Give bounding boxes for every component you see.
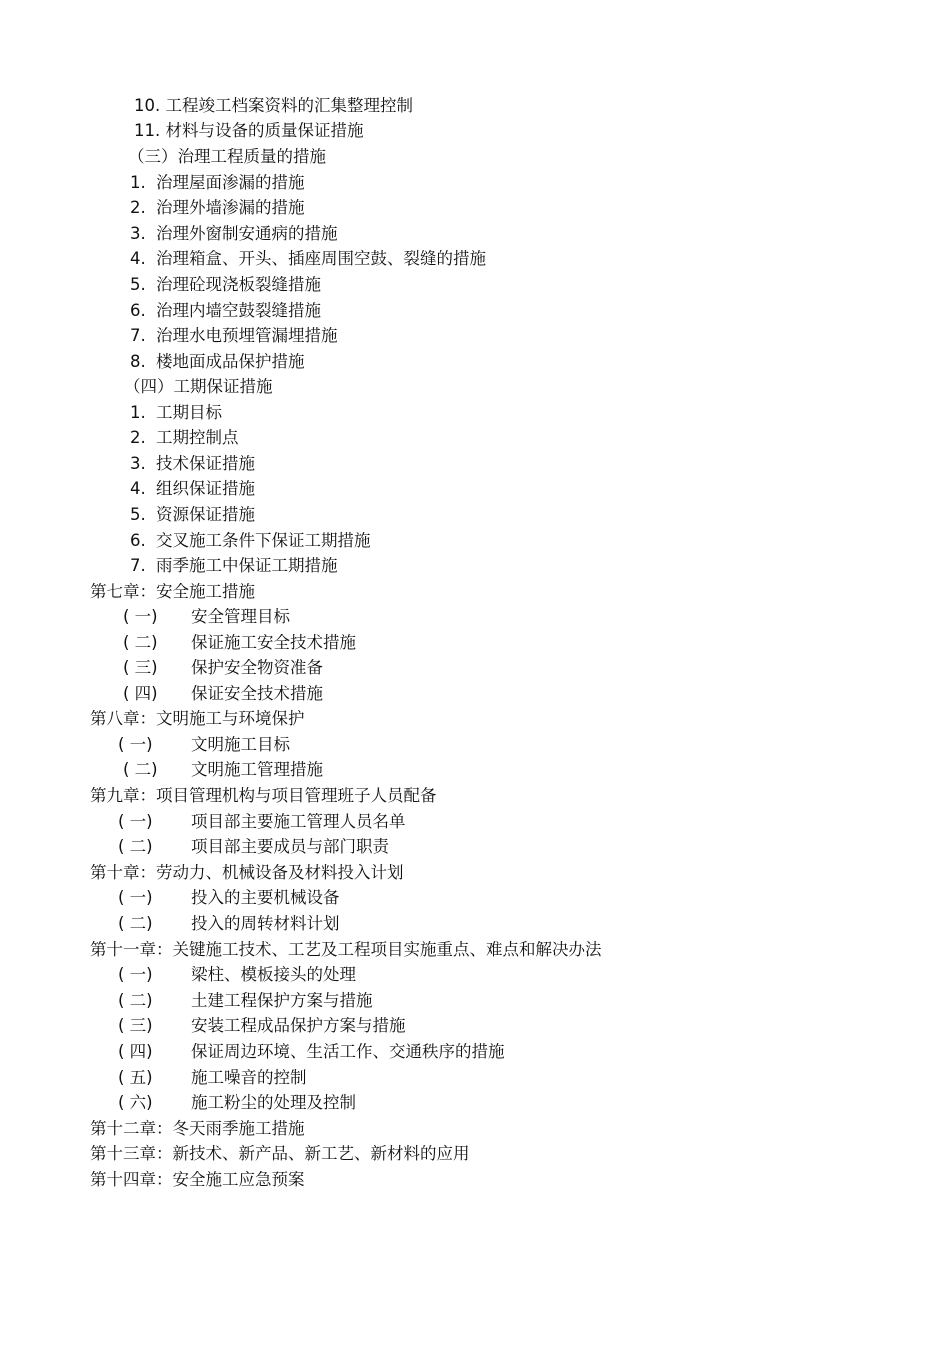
toc-item <box>130 275 321 295</box>
item-text: 工期控制点 <box>156 428 239 447</box>
item-number: 1. <box>130 173 146 192</box>
item-number: 5. <box>130 275 146 294</box>
item-text: 楼地面成品保护措施 <box>156 352 305 371</box>
item-number: 4. <box>130 249 146 268</box>
item-number: 11. <box>134 121 161 140</box>
toc-item <box>130 531 371 551</box>
toc-subsection <box>123 658 323 678</box>
subsection-number: ( 二) <box>123 760 158 779</box>
item-text: 治理箱盒、开头、插座周围空鼓、裂缝的措施 <box>156 249 486 268</box>
toc-item <box>130 428 239 448</box>
subsection-number: ( 二) <box>118 837 153 856</box>
toc-subsection <box>118 991 373 1011</box>
subsection-text: 梁柱、模板接头的处理 <box>191 965 356 984</box>
chapter-heading: 第十四章：安全施工应急预案 <box>90 1170 305 1189</box>
toc-item <box>130 301 321 321</box>
subsection-text: 保证施工安全技术措施 <box>191 633 356 652</box>
toc-subsection <box>118 914 340 934</box>
toc-subsection <box>118 965 356 985</box>
subsection-number: ( 二) <box>118 914 153 933</box>
item-number: 7. <box>130 326 146 345</box>
subsection-number: ( 四) <box>118 1042 153 1061</box>
item-number: 3. <box>130 224 146 243</box>
toc-subsection <box>123 760 323 780</box>
subsection-number: ( 四) <box>123 684 158 703</box>
chapter-heading: 第九章：项目管理机构与项目管理班子人员配备 <box>90 786 437 805</box>
subsection-number: ( 五) <box>118 1068 153 1087</box>
toc-subsection <box>118 837 389 857</box>
subsection-text: 施工噪音的控制 <box>191 1068 307 1087</box>
item-text: 交叉施工条件下保证工期措施 <box>156 531 371 550</box>
toc-subsection <box>118 812 406 832</box>
toc-item <box>130 224 338 244</box>
item-number: 6. <box>130 301 146 320</box>
subsection-text: 保证周边环境、生活工作、交通秩序的措施 <box>191 1042 505 1061</box>
subsection-number: ( 一) <box>118 965 153 984</box>
item-text: 治理外窗制安通病的措施 <box>156 224 338 243</box>
toc-item <box>130 326 338 346</box>
item-text: 工期目标 <box>156 403 222 422</box>
toc-item <box>130 505 255 525</box>
toc-item <box>134 121 364 141</box>
section-heading: （四）工期保证措施 <box>124 377 273 396</box>
item-number: 3. <box>130 454 146 473</box>
toc-subsection <box>123 684 323 704</box>
item-text: 治理外墙渗漏的措施 <box>156 198 305 217</box>
subsection-text: 保护安全物资准备 <box>191 658 323 677</box>
item-text: 组织保证措施 <box>156 479 255 498</box>
subsection-text: 土建工程保护方案与措施 <box>191 991 373 1010</box>
subsection-number: ( 二) <box>123 633 158 652</box>
toc-item <box>130 249 486 269</box>
toc-item <box>130 403 222 423</box>
toc-item <box>130 173 305 193</box>
subsection-text: 文明施工管理措施 <box>191 760 323 779</box>
subsection-text: 保证安全技术措施 <box>191 684 323 703</box>
item-text: 治理砼现浇板裂缝措施 <box>156 275 321 294</box>
subsection-text: 安全管理目标 <box>191 607 290 626</box>
item-text: 雨季施工中保证工期措施 <box>156 556 338 575</box>
section-heading: （三）治理工程质量的措施 <box>128 147 326 166</box>
item-text: 治理水电预埋管漏埋措施 <box>156 326 338 345</box>
subsection-text: 安装工程成品保护方案与措施 <box>191 1016 406 1035</box>
item-text: 治理屋面渗漏的措施 <box>156 173 305 192</box>
toc-subsection <box>118 888 340 908</box>
subsection-number: ( 六) <box>118 1093 153 1112</box>
item-number: 10. <box>134 96 161 115</box>
subsection-text: 项目部主要施工管理人员名单 <box>191 812 406 831</box>
subsection-text: 文明施工目标 <box>191 735 290 754</box>
item-text: 资源保证措施 <box>156 505 255 524</box>
item-number: 2. <box>130 428 146 447</box>
toc-subsection <box>118 1042 505 1062</box>
chapter-heading: 第七章：安全施工措施 <box>90 582 255 601</box>
subsection-text: 投入的主要机械设备 <box>191 888 340 907</box>
item-number: 4. <box>130 479 146 498</box>
item-number: 7. <box>130 556 146 575</box>
chapter-heading: 第十三章：新技术、新产品、新工艺、新材料的应用 <box>90 1144 470 1163</box>
subsection-number: ( 一) <box>118 888 153 907</box>
toc-subsection <box>118 1016 406 1036</box>
item-number: 5. <box>130 505 146 524</box>
toc-subsection <box>123 633 356 653</box>
chapter-heading: 第八章：文明施工与环境保护 <box>90 709 305 728</box>
toc-subsection <box>118 1093 356 1113</box>
toc-subsection <box>123 607 290 627</box>
subsection-number: ( 一) <box>118 735 153 754</box>
subsection-number: ( 三) <box>123 658 158 677</box>
item-text: 材料与设备的质量保证措施 <box>165 121 364 140</box>
toc-item <box>130 352 305 372</box>
toc-item <box>134 96 413 116</box>
item-number: 1. <box>130 403 146 422</box>
subsection-text: 施工粉尘的处理及控制 <box>191 1093 356 1112</box>
item-text: 治理内墙空鼓裂缝措施 <box>156 301 321 320</box>
subsection-text: 项目部主要成员与部门职责 <box>191 837 389 856</box>
item-number: 8. <box>130 352 146 371</box>
item-number: 6. <box>130 531 146 550</box>
toc-item <box>130 198 305 218</box>
item-text: 技术保证措施 <box>156 454 255 473</box>
chapter-heading: 第十一章：关键施工技术、工艺及工程项目实施重点、难点和解决办法 <box>90 940 602 959</box>
item-text: 工程竣工档案资料的汇集整理控制 <box>165 96 413 115</box>
subsection-number: ( 三) <box>118 1016 153 1035</box>
subsection-number: ( 一) <box>118 812 153 831</box>
toc-subsection <box>118 735 290 755</box>
chapter-heading: 第十二章：冬天雨季施工措施 <box>90 1119 305 1138</box>
toc-item <box>130 556 338 576</box>
subsection-number: ( 二) <box>118 991 153 1010</box>
toc-item <box>130 479 255 499</box>
toc-item <box>130 454 255 474</box>
chapter-heading: 第十章：劳动力、机械设备及材料投入计划 <box>90 863 404 882</box>
toc-subsection <box>118 1068 307 1088</box>
item-number: 2. <box>130 198 146 217</box>
subsection-text: 投入的周转材料计划 <box>191 914 340 933</box>
subsection-number: ( 一) <box>123 607 158 626</box>
